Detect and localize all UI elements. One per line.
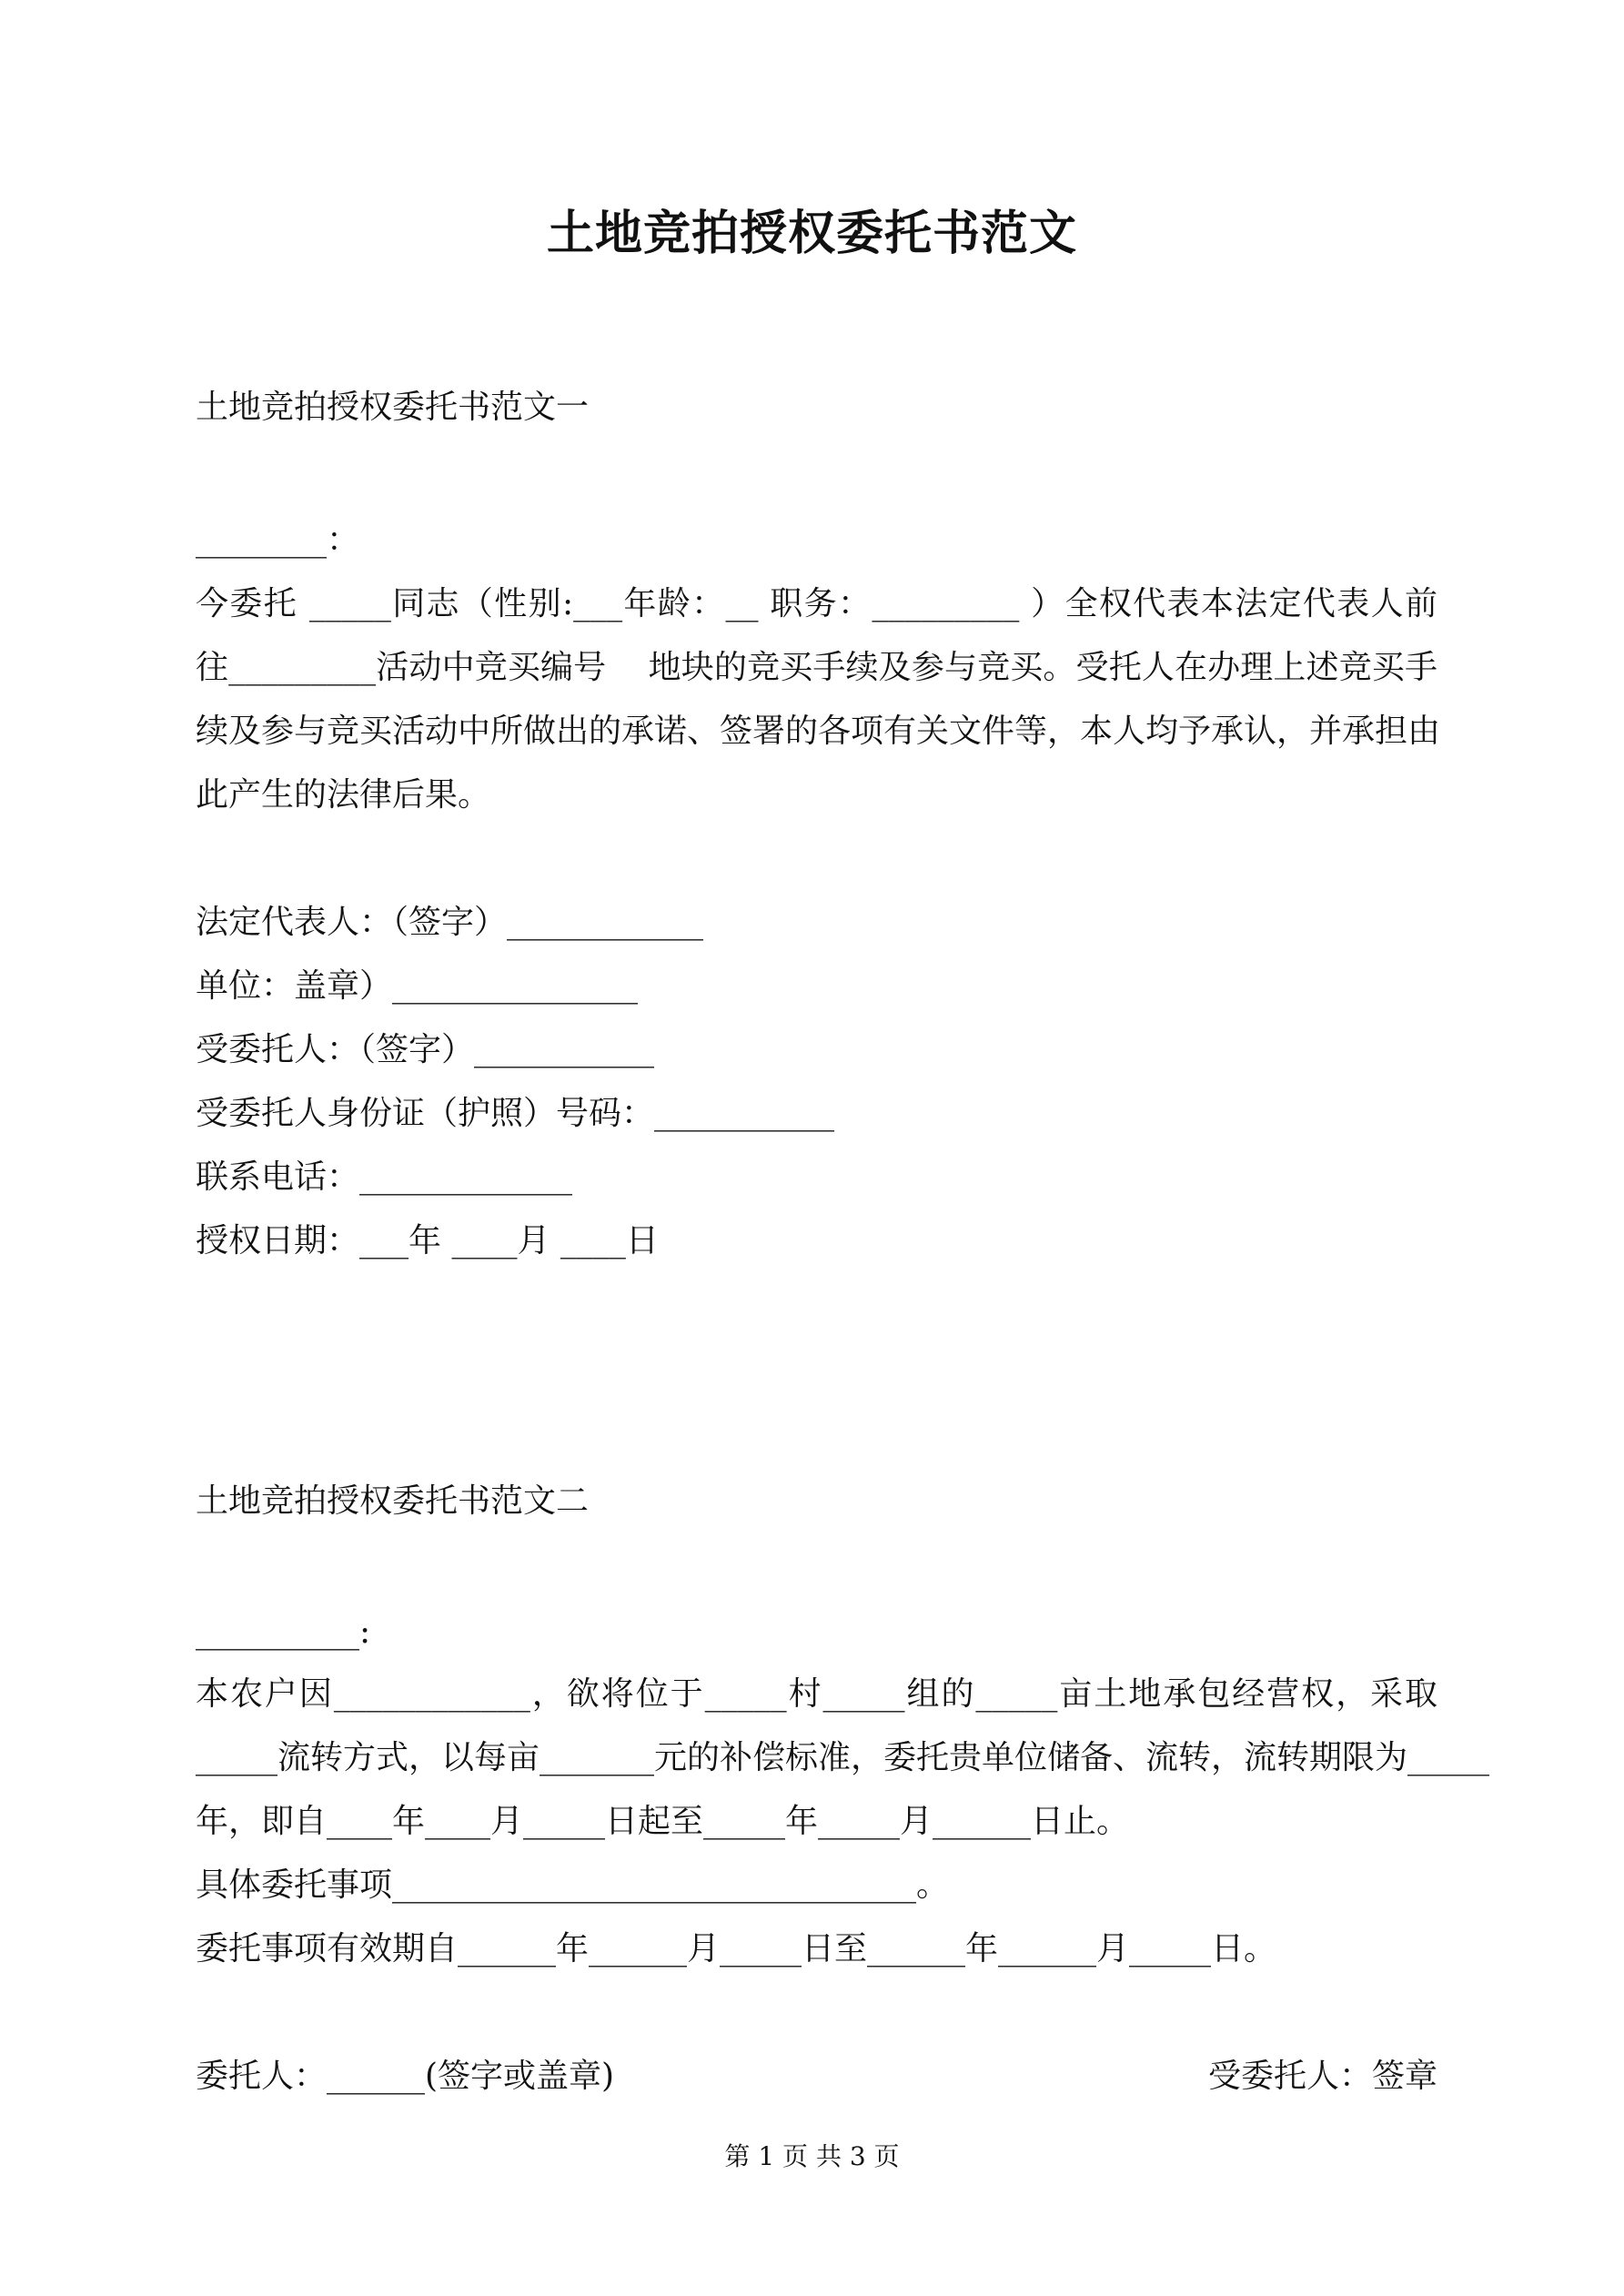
page-number: 第 1 页 共 3 页 xyxy=(724,2141,900,2171)
section1-body-line-3: 续及参与竞买活动中所做出的承诺、签署的各项有关文件等，本人均予承认，并承担由 xyxy=(196,713,1441,750)
section2-heading: 土地竞拍授权委托书范文二 xyxy=(196,1482,590,1520)
section2-validity: 委托事项有效期自______年______月_____日至______年______月_____日。 xyxy=(196,1930,1277,1967)
section2-salutation: __________: xyxy=(196,1613,371,1651)
field-legal-representative: 法定代表人：（签字）____________ xyxy=(196,904,704,941)
section1-body-line-1: 今委托 _____同志（性别:___年龄：__ 职务：_________ ）全权代表本法定代表人前 xyxy=(196,585,1437,622)
section1-salutation: ________： xyxy=(196,521,360,559)
section2-principal: 委托人：______(签字或盖章) xyxy=(196,2058,615,2095)
section2-body-line-2: _____流转方式，以每亩_______元的补偿标准，委托贵单位储备、流转，流转期限为_____ xyxy=(196,1739,1490,1776)
field-unit-seal: 单位：盖章）_______________ xyxy=(196,967,639,1005)
field-contact-phone: 联系电话：_____________ xyxy=(196,1158,573,1196)
field-agent-id-number: 受委托人身份证（护照）号码：___________ xyxy=(196,1095,835,1132)
field-agent-signature: 受委托人：（签字）___________ xyxy=(196,1031,655,1068)
section1-body-line-4: 此产生的法律后果。 xyxy=(196,776,491,814)
section1-body-line-2: 往_________活动中竞买编号 地块的竞买手续及参与竞买。受托人在办理上述竞买手 xyxy=(196,649,1437,686)
section2-body-line-1: 本农户因____________，欲将位于_____村_____组的_____亩土地承包经营权，采取 xyxy=(196,1675,1437,1713)
section2-body-line-3: 年，即自____年____月_____日起至_____年_____月______日止。 xyxy=(196,1803,1130,1840)
document-title: 土地竞拍授权委托书范文 xyxy=(546,206,1077,261)
section2-matters: 具体委托事项________________________________。 xyxy=(196,1866,950,1904)
field-authorization-date: 授权日期：___年 ____月 ____日 xyxy=(196,1222,659,1259)
section2-agent: 受委托人：签章 xyxy=(1207,2058,1437,2095)
section1-heading: 土地竞拍授权委托书范文一 xyxy=(196,389,590,426)
